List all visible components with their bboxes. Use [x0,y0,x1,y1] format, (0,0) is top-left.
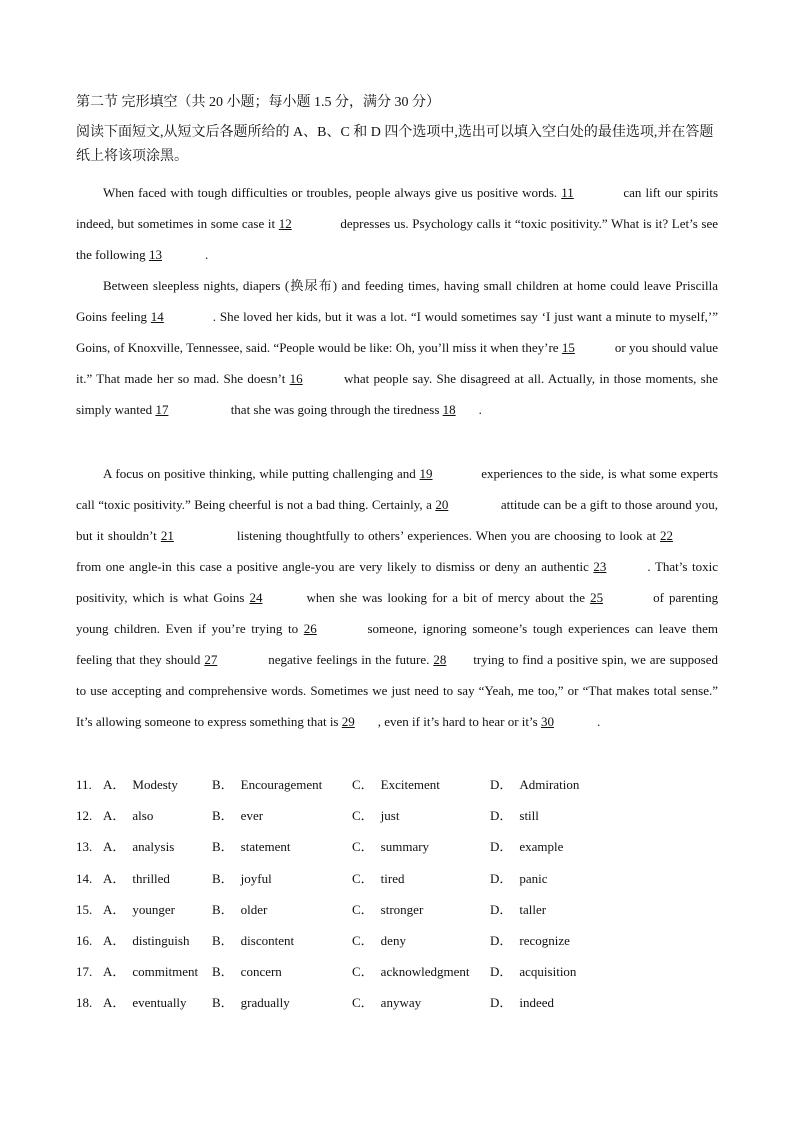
option-c[interactable] [352,836,429,858]
question-number: 16. [76,932,93,948]
option-letter: C． [352,870,374,886]
option-text: joyful [240,870,272,886]
passage-paragraph-1 [76,177,718,270]
passage-text: depresses us. Psychology calls it “toxic positivity.” What is it? Let’s see the following [76,216,719,262]
option-text: ever [240,808,264,824]
option-letter: D． [490,839,513,855]
question-number: 13. [76,839,93,855]
option-d[interactable] [490,899,546,921]
passage-text: trying to find a positive spin, we are supposed to use accepting and comprehensive words. Sometimes we just need to say “Yeah, me too,” or “That makes total sense.” It’s allowing someone to express something that is [76,652,718,729]
passage-text: of parenting young children. Even if you’re trying to [76,590,719,636]
option-b[interactable] [212,992,290,1014]
option-text: acquisition [519,964,577,980]
passage-text: negative feelings in the future. [268,652,430,667]
blank-27: 27 [204,652,218,667]
option-b[interactable] [212,774,322,796]
option-text: Encouragement [240,777,323,792]
option-text: still [519,808,539,824]
option-letter: C． [352,808,374,824]
option-text: summary [380,839,430,855]
question-row [76,899,718,930]
option-letter: A． [103,870,126,886]
option-letter: B． [212,839,234,855]
option-text: concern [240,964,282,980]
option-letter: C． [352,932,374,948]
question-row [76,805,718,836]
option-text: recognize [519,932,570,948]
blank-26: 26 [303,621,317,636]
blank-24: 24 [249,590,263,605]
blank-29: 29 [341,714,355,729]
passage-text: When faced with tough difficulties or troubles, people always give us positive words. [103,185,558,200]
question-row [76,992,718,1023]
option-text: Modesty [132,777,178,792]
option-text: Admiration [519,777,580,792]
option-d[interactable] [490,868,548,890]
option-b[interactable] [212,836,291,858]
question-row [76,774,718,805]
option-letter: A． [103,808,126,824]
option-c[interactable] [352,899,423,921]
option-b[interactable] [212,805,263,827]
option-b[interactable] [212,868,272,890]
option-b[interactable] [212,961,282,983]
option-letter: D． [490,995,513,1011]
option-letter: B． [212,901,234,917]
option-letter: B． [212,808,234,824]
passage-paragraph-2 [76,270,718,425]
option-letter: C． [352,995,374,1011]
blank-28: 28 [433,652,447,667]
passage-text: A focus on positive thinking, while putting challenging and [103,466,416,481]
passage-text: . [596,714,601,729]
passage-text: can lift our spirits indeed, but sometimes in some case it [76,185,719,231]
option-b[interactable] [212,899,267,921]
blank-19: 19 [419,466,433,481]
option-text: example [519,839,564,855]
option-letter: A． [103,777,126,792]
option-text: anyway [380,995,422,1011]
blank-18: 18 [442,402,456,417]
blank-12: 12 [278,216,292,231]
option-a[interactable] [103,774,178,796]
option-letter: A． [103,901,126,917]
option-text: panic [519,870,548,886]
option-letter: A． [103,964,126,980]
blank-11: 11 [561,185,574,200]
option-text: commitment [132,964,199,980]
passage-text: what people say. She disagreed at all. Actually, in those moments, she simply wanted [76,371,719,417]
option-c[interactable] [352,930,406,952]
option-letter: C． [352,777,374,792]
option-text: discontent [240,932,295,948]
passage-text: . [204,247,209,262]
passage-text: attitude can be a gift to those around you, but it shouldn’t [76,497,719,543]
option-a[interactable] [103,899,175,921]
option-d[interactable] [490,992,554,1014]
passage-text: Between sleepless nights, diapers (换尿布) and feeding times, having small children at home could leave Priscilla Goins feeling [76,278,718,324]
option-c[interactable] [352,992,421,1014]
passage-text: listening thoughtfully to others’ experiences. When you are choosing to look at [236,528,656,543]
question-row [76,836,718,867]
option-c[interactable] [352,805,399,827]
option-text: statement [240,839,291,855]
option-text: gradually [240,995,290,1011]
option-letter: C． [352,901,374,917]
passage-text: that she was going through the tiredness [230,402,440,417]
section-instructions: 阅读下面短文,从短文后各题所给的 A、B、C 和 D 四个选项中,选出可以填入空白处的最佳选项,并在答题纸上将该项涂黑。 [76,125,714,164]
section-title: 第二节 完形填空（共 20 小题；每小题 1.5 分，满分 30 分） [76,95,440,110]
option-text: thrilled [132,870,170,886]
question-row [76,868,718,899]
question-number: 18. [76,995,93,1011]
passage-text: or you should value it.” That made her so mad. She doesn’t [76,340,719,386]
question-row [76,930,718,961]
option-text: stronger [380,901,424,917]
option-letter: A． [103,995,126,1011]
passage-text: . She loved her kids, but it was a lot. “I would sometimes say ‘I just want a minute to myself,’” Goins, of Knoxville, Tennessee, said. “People would be like: Oh, you’ll miss it when they’re [76,309,719,355]
option-text: distinguish [132,932,190,948]
question-number: 11. [76,777,92,792]
option-text: tired [380,870,405,886]
option-c[interactable] [352,868,405,890]
passage-text: from one angle-in this case a positive angle-you are very likely to dismiss or deny an authentic [76,559,589,574]
option-letter: B． [212,777,234,792]
passage-text: someone, ignoring someone’s tough experiences can leave them feeling that they should [76,621,718,667]
option-letter: B． [212,964,234,980]
option-text: Excitement [380,777,440,792]
option-letter: B． [212,995,234,1011]
option-letter: D． [490,777,513,792]
option-text: deny [380,932,406,948]
passage-paragraph-3 [76,458,718,737]
question-row [76,961,718,992]
blank-13: 13 [148,247,162,262]
option-a[interactable] [103,930,189,952]
blank-16: 16 [289,371,303,386]
blank-17: 17 [155,402,169,417]
option-a[interactable] [103,805,153,827]
blank-14: 14 [150,309,164,324]
option-text: acknowledgment [380,964,470,980]
option-letter: B． [212,932,234,948]
option-c[interactable] [352,774,440,796]
blank-20: 20 [435,497,449,512]
question-number: 17. [76,964,93,980]
option-letter: D． [490,964,513,980]
blank-23: 23 [593,559,607,574]
option-text: just [380,808,400,824]
option-text: indeed [519,995,555,1011]
option-letter: D． [490,808,513,824]
question-number: 12. [76,808,93,824]
option-letter: B． [212,870,234,886]
option-letter: C． [352,964,374,980]
option-text: eventually [132,995,187,1011]
blank-25: 25 [590,590,604,605]
option-letter: D． [490,901,513,917]
option-a[interactable] [103,992,187,1014]
option-text: taller [519,901,547,917]
option-d[interactable] [490,836,563,858]
passage-text: when she was looking for a bit of mercy about the [306,590,586,605]
option-d[interactable] [490,961,576,983]
option-c[interactable] [352,961,469,983]
option-letter: A． [103,839,126,855]
blank-30: 30 [540,714,554,729]
passage-text: experiences to the side, is what some experts call “toxic positivity.” Being cheerful is not a bad thing. Certainly, a [76,466,719,512]
question-number: 14. [76,870,93,886]
option-a[interactable] [103,961,198,983]
option-letter: D． [490,932,513,948]
option-d[interactable] [490,805,539,827]
question-number: 15. [76,901,93,917]
option-text: analysis [132,839,175,855]
option-a[interactable] [103,836,174,858]
option-a[interactable] [103,868,170,890]
option-letter: A． [103,932,126,948]
question-options-list [76,774,718,1024]
option-text: also [132,808,154,824]
passage-text: . That’s toxic positivity, which is what Goins [76,559,718,605]
passage-text: , even if it’s hard to hear or it’s [377,714,538,729]
passage-text: . [478,402,482,417]
option-text: younger [132,901,175,917]
blank-21: 21 [160,528,174,543]
blank-22: 22 [660,528,674,543]
blank-15: 15 [561,340,575,355]
option-d[interactable] [490,774,579,796]
option-d[interactable] [490,930,570,952]
option-letter: D． [490,870,513,886]
option-letter: C． [352,839,374,855]
option-b[interactable] [212,930,294,952]
option-text: older [240,901,268,917]
